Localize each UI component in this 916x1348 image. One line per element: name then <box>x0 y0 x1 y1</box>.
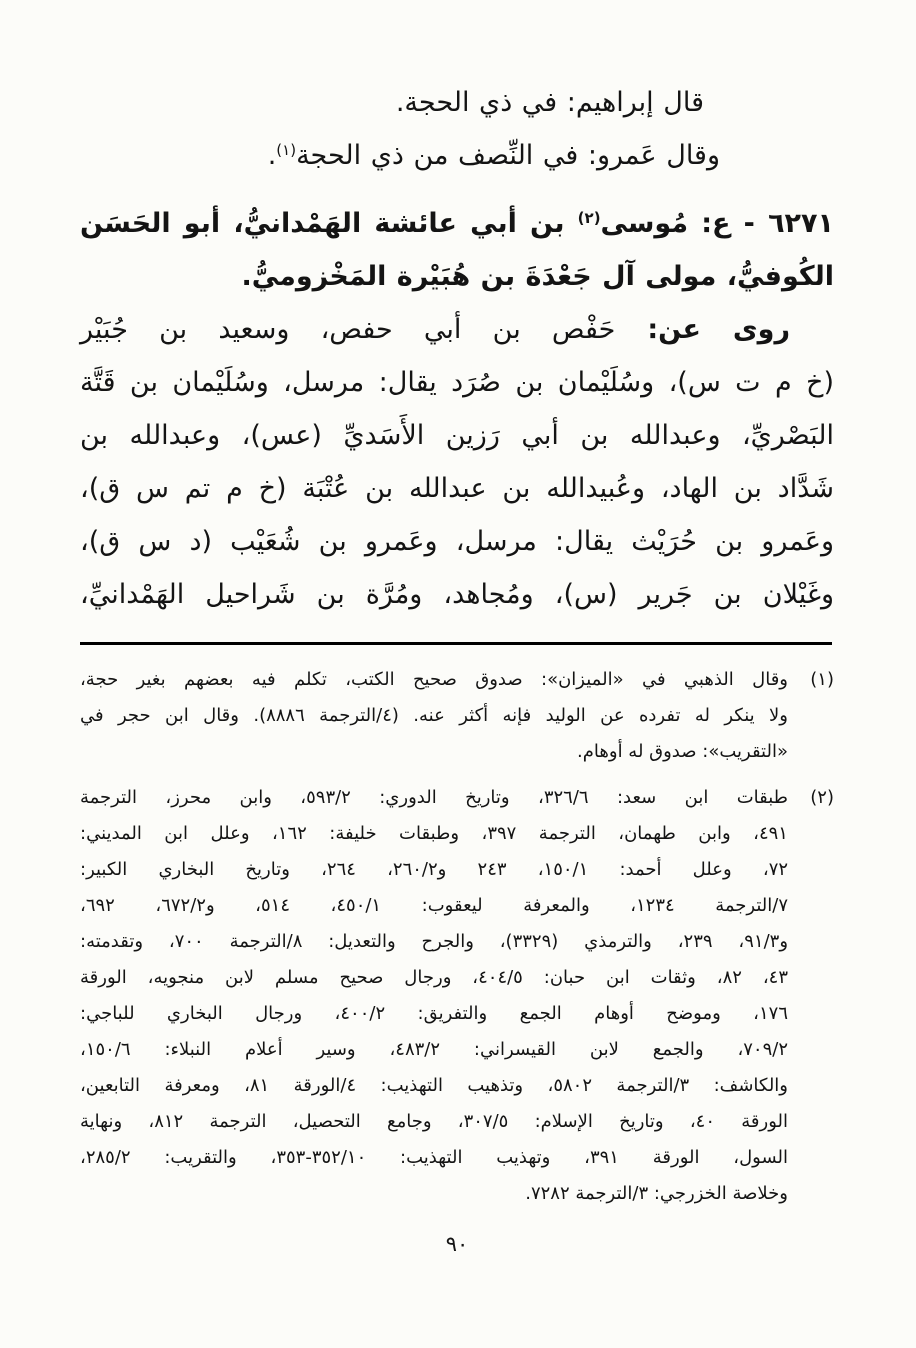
footnote-1-line-2: ولا ينكر له تفرده عن الوليد فإنه أكثر عنه. (٤/الترجمة ٨٨٨٦). وقال ابن حجر في <box>80 705 788 726</box>
footnote-2-number: (٢) <box>810 787 834 808</box>
narrated-from-label: روى عن: <box>615 314 790 345</box>
footnote-ref-1-marker: (١) <box>276 141 297 159</box>
footnotes-block <box>80 662 834 1212</box>
footnote-2-line-5: و٩١/٣، ٢٣٩، والترمذي (٣٣٢٩)، والجرح والتعديل: ٨/الترجمة ٧٠٠، وتقدمته: <box>80 931 789 952</box>
footnote-2-line-8: ٧٠٩/٢، والجمع لابن القيسراني: ٤٨٣/٢، وسير أعلام النبلاء: ١٥٠/٦، <box>80 1039 788 1060</box>
dialogue-line-2-period: . <box>267 140 277 171</box>
footnote-2-line-2: ٤٩١، وابن طهمان، الترجمة ٣٩٧، وطبقات خليفة: ١٦٢، وعلل ابن المديني: <box>80 823 788 844</box>
narrators-line-3: البَصْريِّ، وعبدالله بن أبي رَزين الأَسَديِّ (عس)، وعبدالله بن <box>80 420 834 451</box>
footnote-1-line-1: وقال الذهبي في «الميزان»: صدوق صحيح الكتب، تكلم فيه بعضهم بغير حجة، <box>80 669 788 690</box>
narrators-line-1 <box>80 303 834 356</box>
narrators-line-4: شَدَّاد بن الهاد، وعُبيدالله بن عبدالله بن عُتْبَة (خ م تم س ق)، <box>80 473 834 504</box>
footnote-2-line-7: ١٧٦، وموضح أوهام الجمع والتفريق: ٤٠٠/٢، ورجال البخاري للباجي: <box>80 1003 789 1024</box>
narrators-line-6: وغَيْلان بن جَرير (س)، ومُجاهد، ومُرَّة بن شَراحيل الهَمْدانيِّ، <box>80 579 834 610</box>
footnote-2-line-4: ٧/الترجمة ١٢٣٤، والمعرفة ليعقوب: ٤٥٠/١، ٥١٤، و٦٧٢/٢، ٦٩٢، <box>80 895 788 916</box>
footnote-1-line-3: «التقريب»: صدوق له أوهام. <box>577 741 788 762</box>
footnote-1-number: (١) <box>810 669 834 690</box>
footnote-1 <box>80 662 834 770</box>
footnote-ref-2-marker: (٢) <box>577 209 601 227</box>
page-number: ٩٠ <box>445 1232 469 1256</box>
narrators-line-2: (خ م ت س)، وسُلَيْمان بن صُرَد يقال: مرسل، وسُلَيْمان بن قَتَّة <box>80 367 834 398</box>
footnote-2-line-9: والكاشف: ٣/الترجمة ٥٨٠٢، وتذهيب التهذيب: ٤/الورقة ٨١، ومعرفة التابعين، <box>80 1075 788 1096</box>
dialogue-line-2 <box>80 129 834 182</box>
footnote-1-text <box>80 662 788 770</box>
footnote-divider <box>80 642 832 645</box>
narrators-line-1-text: حَفْص بن أبي حفص، وسعيد بن جُبَيْر <box>80 314 616 345</box>
footnote-2-line-3: ٧٢، وعلل أحمد: ١٥٠/١، ٢٤٣ و٢٦٠/٢، ٢٦٤، وتاريخ البخاري الكبير: <box>80 859 789 880</box>
footnote-2-line-12: وخلاصة الخزرجي: ٣/الترجمة ٧٢٨٢. <box>525 1183 788 1204</box>
dialogue-line-1: قال إبراهيم: في ذي الحجة. <box>395 87 704 118</box>
dialogue-line-2-text: وقال عَمرو: في النِّصف من ذي الحجة <box>296 140 720 171</box>
main-text-block <box>80 76 834 621</box>
entry-number-and-name: ٦٢٧١ - ع: مُوسى <box>600 208 834 239</box>
footnote-2-text <box>80 780 788 1212</box>
footnote-2-line-10: الورقة ٤٠، وتاريخ الإسلام: ٣٠٧/٥، وجامع التحصيل، الترجمة ٨١٢، ونهاية <box>80 1111 788 1132</box>
entry-heading-line-1 <box>80 197 834 250</box>
entry-name-continued: بن أبي عائشة الهَمْدانيُّ، أبو الحَسَن <box>80 208 578 239</box>
narrators-line-5: وعَمرو بن حُرَيْث يقال: مرسل، وعَمرو بن شُعَيْب (د س ق)، <box>80 526 834 557</box>
footnote-2 <box>80 780 834 1212</box>
footnote-2-line-11: السول، الورقة ٣٩١، وتهذيب التهذيب: ٣٥٢/١٠-٣٥٣، والتقريب: ٢٨٥/٢، <box>80 1147 788 1168</box>
footnote-2-line-1: طبقات ابن سعد: ٣٢٦/٦، وتاريخ الدوري: ٥٩٣/٢، وابن محرز، الترجمة <box>80 787 789 808</box>
footnote-2-line-6: ٤٣، ٨٢، وثقات ابن حبان: ٤٠٤/٥، ورجال صحيح مسلم لابن منجويه، الورقة <box>80 967 788 988</box>
entry-heading-line-2: الكُوفيُّ، مولى آل جَعْدَةَ بن هُبَيْرة المَخْزوميُّ. <box>241 261 834 292</box>
